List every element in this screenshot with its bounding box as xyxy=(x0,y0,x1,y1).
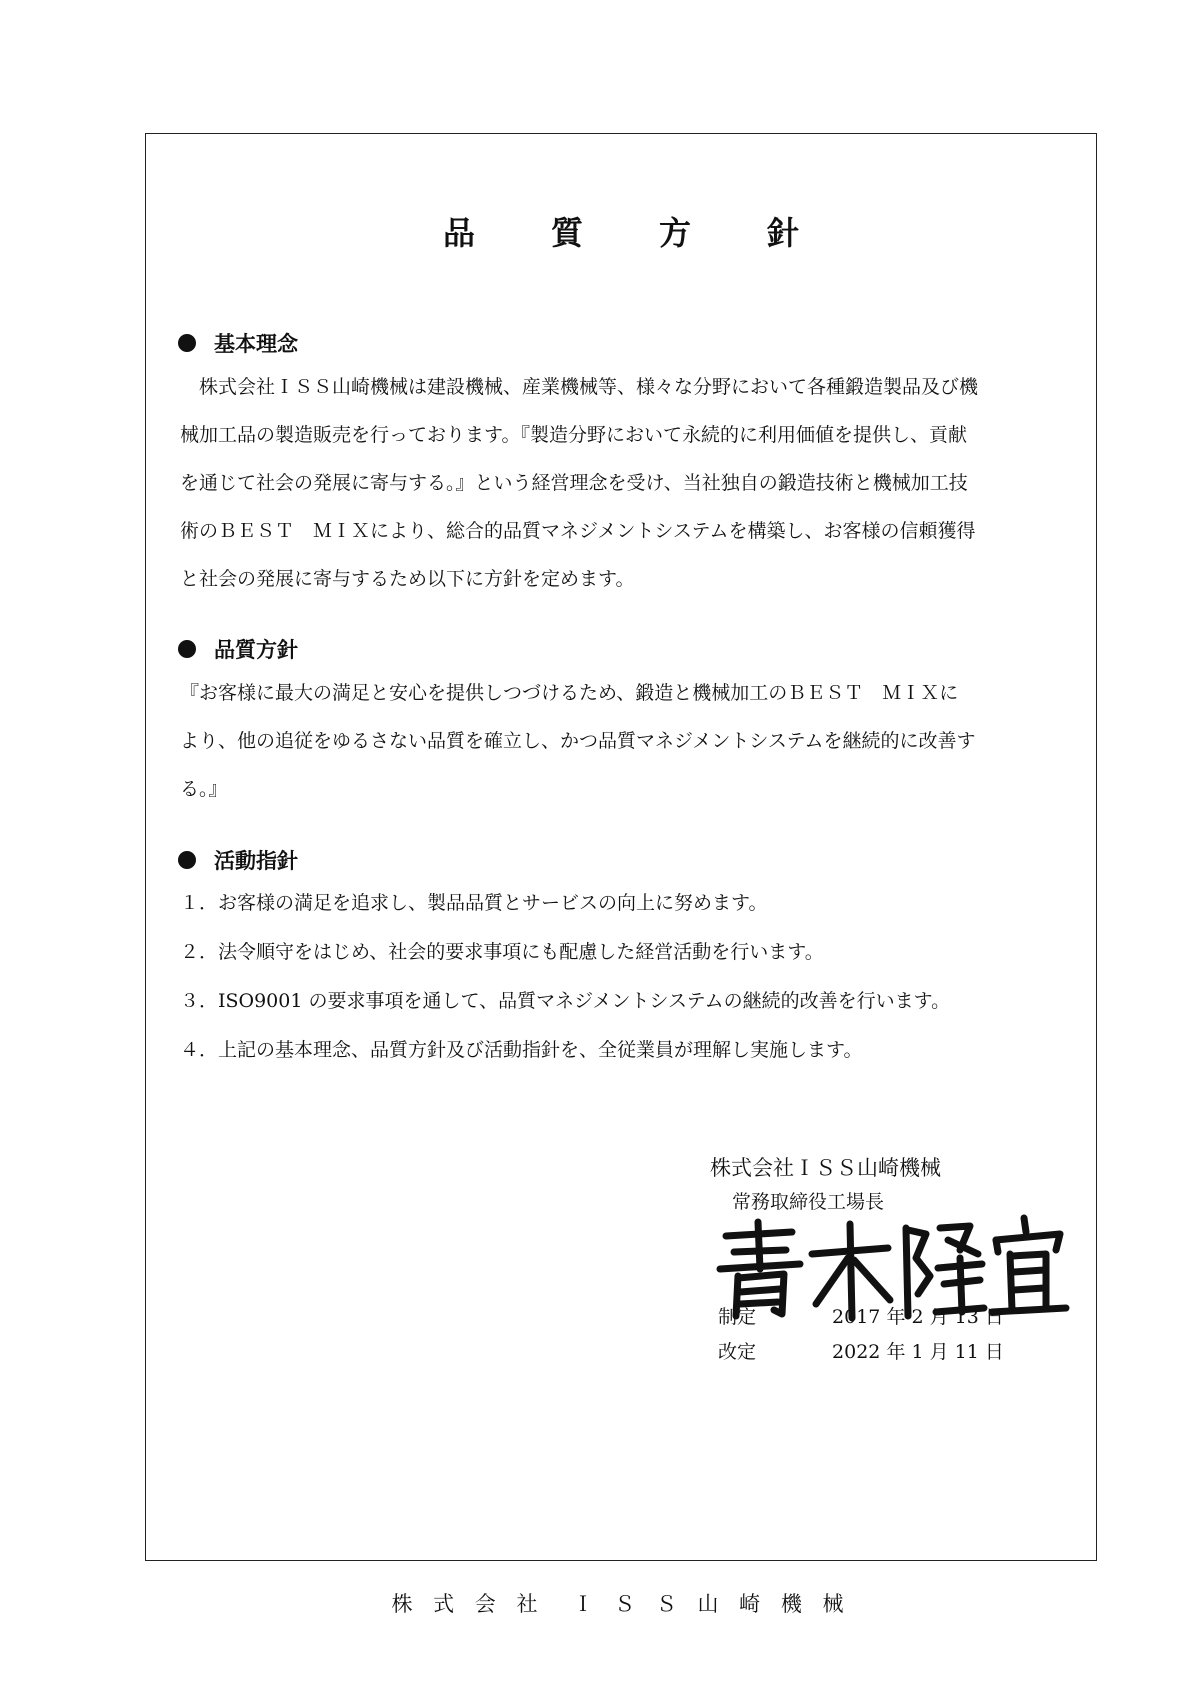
section-heading-activity-guidelines xyxy=(178,845,298,875)
activity-item: ２．法令順守をはじめ、社会的要求事項にも配慮した経営活動を行います。 xyxy=(180,941,824,963)
basic-philosophy-line: 株式会社ＩＳＳ山崎機械は建設機械、産業機械等、様々な分野において各種鍛造製品及び機 xyxy=(180,376,979,398)
bullet-icon xyxy=(178,851,196,869)
basic-philosophy-line: を通じて社会の発展に寄与する。』という経営理念を受け、当社独自の鍛造技術と機械加工技 xyxy=(180,472,968,494)
activity-item: ３．ISO9001 の要求事項を通して、品質マネジメントシステムの継続的改善を行います。 xyxy=(180,990,951,1012)
section-heading-basic-philosophy xyxy=(178,328,298,358)
established-date-value: 2017 年 2 月 13 日 xyxy=(832,1306,1004,1328)
bullet-icon xyxy=(178,640,196,658)
section-heading-label: 活動指針 xyxy=(214,848,298,873)
activity-item: ４．上記の基本理念、品質方針及び活動指針を、全従業員が理解し実施します。 xyxy=(180,1039,863,1061)
footer-company-name: 株 式 会 社 Ｉ Ｓ Ｓ 山 崎 機 械 xyxy=(391,1592,851,1616)
quality-policy-line: る。』 xyxy=(180,778,228,800)
signature-title: 常務取締役工場長 xyxy=(732,1191,885,1213)
basic-philosophy-line: 術のＢＥＳＴ ＭＩＸにより、総合的品質マネジメントシステムを構築し、お客様の信頼獲得 xyxy=(180,520,976,542)
bullet-icon xyxy=(178,334,196,352)
section-heading-quality-policy xyxy=(178,634,298,664)
basic-philosophy-line: 械加工品の製造販売を行っております。『製造分野において永続的に利用価値を提供し、貢献 xyxy=(180,424,967,446)
signature-company: 株式会社ＩＳＳ山崎機械 xyxy=(710,1156,941,1180)
quality-policy-line: より、他の追従をゆるさない品質を確立し、かつ品質マネジメントシステムを継続的に改善す xyxy=(180,730,976,752)
revised-date-value: 2022 年 1 月 11 日 xyxy=(832,1341,1004,1363)
established-date-row xyxy=(718,1302,1004,1329)
basic-philosophy-line: と社会の発展に寄与するため以下に方針を定めます。 xyxy=(180,568,635,590)
activity-item: １．お客様の満足を追求し、製品品質とサービスの向上に努めます。 xyxy=(180,892,768,914)
section-heading-label: 品質方針 xyxy=(214,637,298,662)
established-date-label: 制定 xyxy=(718,1306,757,1328)
quality-policy-line: 『お客様に最大の満足と安心を提供しつづけるため、鍛造と機械加工のＢＥＳＴ ＭＩＸに xyxy=(180,682,959,704)
section-heading-label: 基本理念 xyxy=(214,331,298,356)
document-title: 品 質 方 針 xyxy=(442,214,821,252)
revised-date-label: 改定 xyxy=(718,1341,757,1363)
revised-date-row xyxy=(718,1337,1004,1364)
